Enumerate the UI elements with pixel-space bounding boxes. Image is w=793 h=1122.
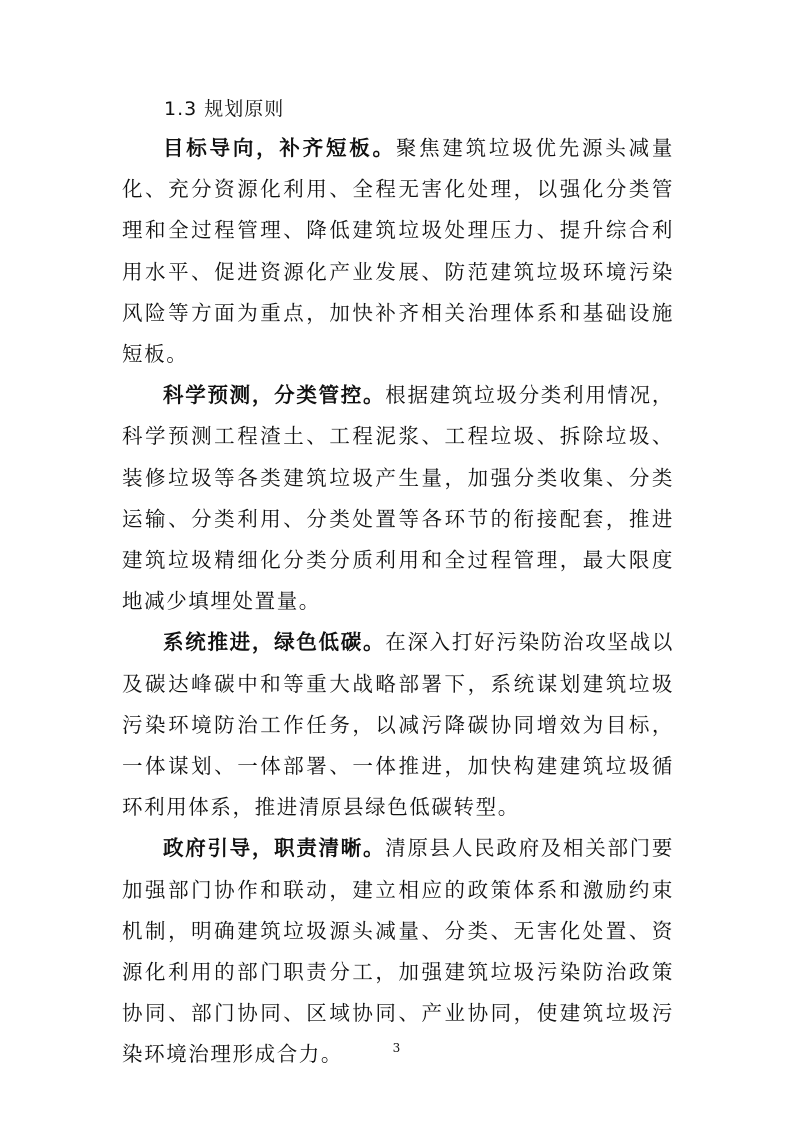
paragraph-text: 在深入打好污染防治攻坚战以及碳达峰碳中和等重大战略部署下，系统谋划建筑垃圾污染环境防治工作任务，以减污降碳协同增效为目标，一体谋划、一体部署、一体推进，加快构建建筑垃圾循环利用体系，推进清原县绿色低碳转型。: [122, 630, 674, 820]
paragraph-scientific-forecast: [122, 375, 674, 622]
paragraph-text: 根据建筑垃圾分类利用情况，科学预测工程渣土、工程泥浆、工程垃圾、拆除垃圾、装修垃圾等各类建筑垃圾产生量，加强分类收集、分类运输、分类利用、分类处置等各环节的衔接配套，推进建筑垃圾精细化分类分质利用和全过程管理，最大限度地减少填埋处置量。: [122, 383, 674, 614]
paragraph-government-guidance: [122, 828, 674, 1075]
paragraph-text: 清原县人民政府及相关部门要加强部门协作和联动，建立相应的政策体系和激励约束机制，明确建筑垃圾源头减量、分类、无害化处置、资源化利用的部门职责分工，加强建筑垃圾污染防治政策协同、部门协同、区域协同、产业协同，使建筑垃圾污染环境治理形成合力。: [122, 836, 674, 1067]
paragraph-lead: 目标导向，补齐短板。: [163, 136, 396, 160]
paragraph-lead: 科学预测，分类管控。: [163, 383, 386, 408]
paragraph-green-low-carbon: [122, 622, 674, 828]
paragraph-lead: 政府引导，职责清晰。: [163, 836, 386, 861]
paragraph-lead: 系统推进，绿色低碳。: [163, 630, 386, 655]
page-number: 3: [392, 1041, 401, 1055]
body-text: [122, 128, 674, 1076]
paragraph-text: 聚焦建筑垃圾优先源头减量化、充分资源化利用、全程无害化处理，以强化分类管理和全过程管理、降低建筑垃圾处理压力、提升综合利用水平、促进资源化产业发展、防范建筑垃圾环境污染风险等方面为重点，加快补齐相关治理体系和基础设施短板。: [122, 136, 675, 367]
section-heading: 1.3 规划原则: [164, 98, 285, 120]
paragraph-goal-oriented: [122, 128, 674, 375]
